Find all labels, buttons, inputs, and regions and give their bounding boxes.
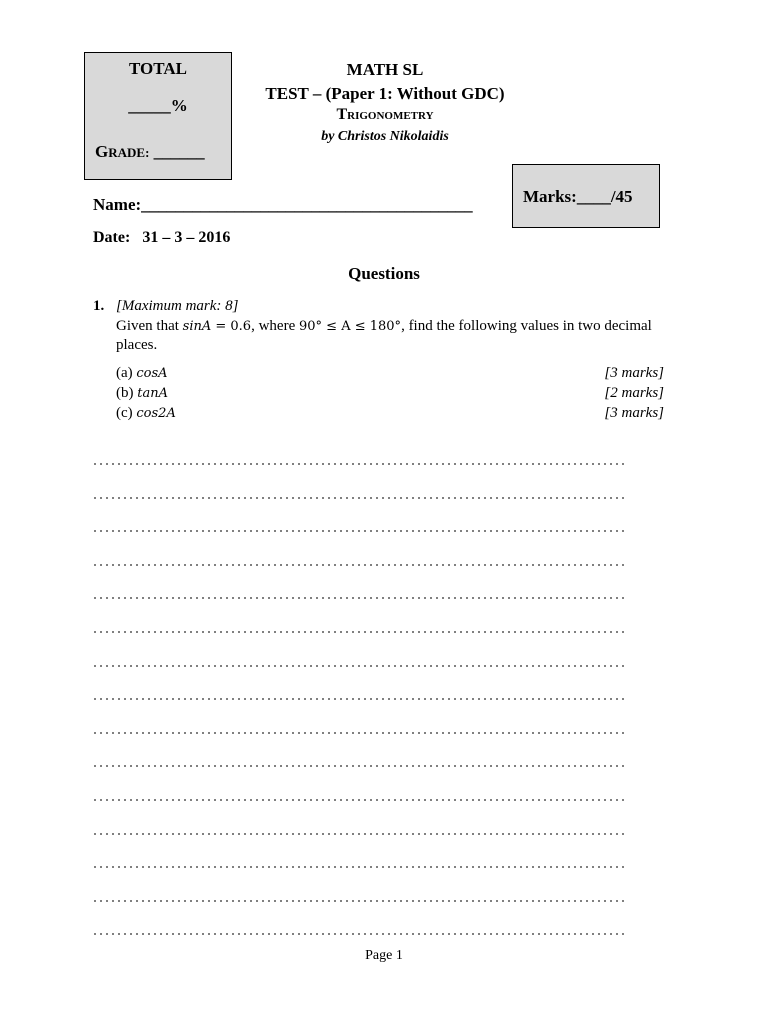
part-c (116, 405, 176, 422)
part-a-marks: [3 marks] (604, 365, 664, 381)
question-text-post: , find the following values in two decimal (401, 318, 652, 334)
answer-line (92, 765, 624, 767)
answer-line (92, 631, 624, 633)
part-a (116, 365, 168, 382)
grade-rest: RADE: (108, 145, 150, 160)
date-line (93, 229, 230, 247)
part-b-marks: [2 marks] (604, 385, 664, 401)
angle-condition: 90° ≤ A ≤ 180° (299, 319, 402, 334)
date-label: Date: (93, 229, 131, 246)
grade-blank: ______ (153, 142, 205, 161)
question-text-line2: places. (116, 337, 158, 353)
questions-heading: Questions (348, 264, 420, 283)
answer-line (92, 597, 624, 599)
part-b (116, 385, 168, 402)
answer-line (92, 665, 624, 667)
marks-box (512, 164, 660, 228)
answer-line (92, 497, 624, 499)
question-number: 1. (93, 298, 105, 314)
date-value: 31 – 3 – 2016 (142, 229, 231, 246)
part-label: (c) (116, 405, 137, 421)
part-label: (a) (116, 365, 137, 381)
part-c-marks: [3 marks] (604, 405, 664, 421)
part-expression: cos2A (136, 406, 176, 421)
answer-line (92, 530, 624, 532)
part-expression: cosA (136, 366, 168, 381)
part-label: (b) (116, 385, 138, 401)
part-expression: tanA (137, 386, 168, 401)
grade-line (95, 142, 205, 162)
course-title: MATH SL (346, 60, 424, 79)
grade-initial: G (95, 142, 109, 161)
answer-line (92, 866, 624, 868)
question-text (116, 318, 652, 335)
question-max-mark: [Maximum mark: 8] (116, 298, 239, 314)
answer-line (92, 900, 624, 902)
topic-title: Trigonometry (336, 106, 434, 123)
name-field: Name:_______________________________________ (93, 195, 473, 214)
answer-line (92, 564, 624, 566)
total-label: TOTAL (129, 59, 187, 78)
question-text-mid: , where (251, 318, 299, 334)
answer-line (92, 799, 624, 801)
sin-expression: sinA (182, 319, 212, 334)
sin-value: = 0.6 (211, 319, 252, 334)
test-title: TEST – (Paper 1: Without GDC) (265, 84, 505, 103)
author-line: by Christos Nikolaidis (321, 129, 449, 144)
marks-label: Marks:____/45 (523, 187, 633, 206)
total-percent-blank: _____% (128, 96, 188, 115)
page-number: Page 1 (365, 948, 403, 963)
answer-line (92, 698, 624, 700)
answer-line (92, 732, 624, 734)
answer-line (92, 933, 624, 935)
answer-line (92, 833, 624, 835)
answer-line (92, 463, 624, 465)
question-text-pre: Given that (116, 318, 183, 334)
